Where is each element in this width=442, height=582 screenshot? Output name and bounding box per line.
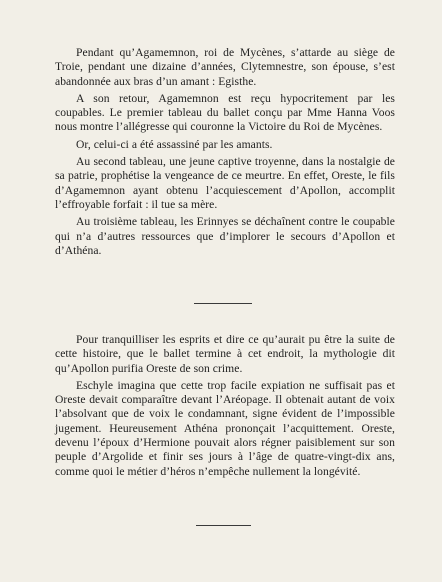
paragraph-apollon-purification: Pour tranquilliser les esprits et dire ce qu’aurait pu être la suite de cette histoire, que le ballet termine à cet endroit, la mythologie dit qu’Apollon purifia Oreste de son crime.	[55, 333, 395, 375]
closing-divider	[196, 525, 251, 526]
epilogue-section	[55, 333, 395, 482]
paragraph-assassination: Or, celui-ci a été assassiné par les amants.	[76, 137, 273, 151]
paragraph-eschyle-areopage: Eschyle imagina que cette trop facile expiation ne suffisait pas et Oreste devait comparaître devant l’Aréopage. Il obtenait autant de voix l’absolvant que de voix le condamnant, signe évident de l’impossible jugement. Heureusement Athéna prononçait l’acquittement. Oreste, devenu l’époux d’Hermione pouvait alors régner paisiblement sur son peuple d’Argolide et finir ses jours à l’âge de quatre-vingt-dix ans, comme quoi le métier d’héros n’empêche nullement la longévité.	[55, 378, 395, 478]
paragraph-return-first-tableau: A son retour, Agamemnon est reçu hypocritement par les coupables. Le premier tableau du ballet conçu par Mme Hanna Voos nous montre l’allégresse qui couronne la Victoire du Roi de Mycènes.	[55, 91, 395, 134]
section-divider	[194, 303, 252, 304]
paragraph-third-tableau: Au troisième tableau, les Erinnyes se déchaînent contre le coupable qui n’a d’autres ressources que d’implorer le secours d’Apollon et d’Athéna.	[55, 215, 395, 257]
paragraph-second-tableau: Au second tableau, une jeune captive troyenne, dans la nostalgie de sa patrie, prophétise la vengeance de ce meurtre. En effet, Oreste, le fils d’Agamemnon ayant obtenu l’acquiescement d’Apollon, accomplit l’effroyable forfait : il tue sa mère.	[55, 155, 395, 211]
paragraph-agamemnon-troy: Pendant qu’Agamemnon, roi de Mycènes, s’attarde au siège de Troie, pendant une dizaine d’années, Clytemnestre, son épouse, s’est abandonnée aux bras d’un amant : Egisthe.	[55, 46, 395, 88]
story-section	[55, 46, 395, 261]
